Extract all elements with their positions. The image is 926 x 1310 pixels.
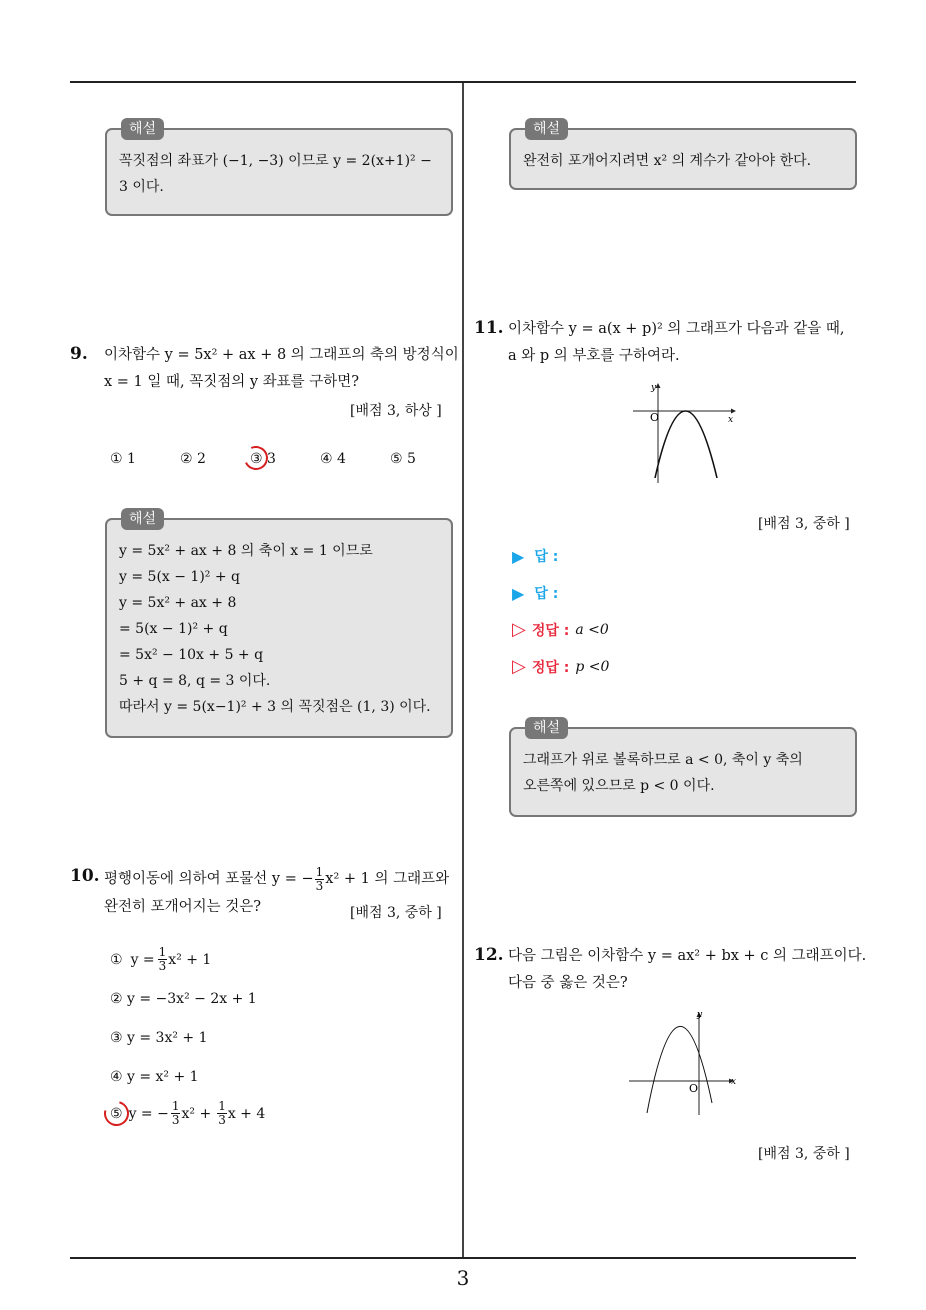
question-number-12: 12.	[474, 945, 504, 965]
choice-mark: ①	[110, 951, 123, 968]
parabola-curve	[655, 411, 717, 478]
y-axis-label: y	[651, 383, 657, 393]
question-line: 완전히 포개어지는 것은?	[104, 899, 262, 915]
score-label-10: [배점 3, 중하 ]	[350, 905, 442, 921]
answer-key-row-2	[512, 656, 609, 677]
fraction	[315, 866, 325, 893]
answer-label: 답 :	[534, 549, 559, 565]
answer-row-1	[512, 546, 648, 566]
solution-line: 오른쪽에 있으므로 p < 0 이다.	[523, 778, 715, 794]
score-label-11: [배점 3, 중하 ]	[758, 516, 850, 532]
y-axis-label: y	[697, 1010, 703, 1020]
solution-box-q10	[509, 121, 857, 190]
choice-3[interactable]: ③ y = 3x² + 1	[110, 1030, 208, 1046]
question-number-11: 11.	[474, 318, 504, 338]
fraction	[158, 946, 168, 973]
choice-2[interactable]: ② y = −3x² − 2x + 1	[110, 991, 257, 1007]
solution-line: 완전히 포개어지려면 x² 의 계수가 같아야 한다.	[523, 153, 812, 169]
choice-eq-mid: x² +	[181, 1105, 212, 1122]
parabola-graph-q12	[625, 1005, 745, 1125]
answer-mark-circle	[241, 443, 272, 474]
choice-eq-pre: y = −	[128, 1105, 169, 1122]
choice-4[interactable]: ④ 4	[320, 451, 346, 467]
question-line: a 와 p 의 부호를 구하여라.	[508, 348, 680, 364]
question-number-10: 10.	[70, 866, 100, 886]
origin-label: O	[689, 1082, 699, 1095]
question-line: 다음 중 옳은 것은?	[508, 975, 628, 991]
fraction-numerator: 1	[171, 1099, 180, 1113]
question-text-12	[508, 943, 866, 997]
solution-line: = 5(x − 1)² + q	[119, 621, 228, 637]
solution-line: 꼭짓점의 좌표가 (−1, −3) 이므로 y = 2(x+1)² −	[119, 153, 432, 169]
solution-box-q9	[105, 511, 453, 738]
answer-key-label: 정답 :	[531, 659, 570, 676]
choice-eq-post: x² + 1	[168, 951, 212, 968]
choice-5[interactable]	[110, 1100, 265, 1127]
question-line-post: x² + 1 의 그래프와	[325, 870, 450, 887]
fraction-numerator: 1	[315, 864, 324, 879]
fraction-numerator: 1	[158, 945, 167, 959]
solution-line: 5 + q = 8, q = 3 이다.	[119, 673, 271, 689]
solution-tag: 해설	[121, 508, 164, 530]
x-axis-label: x	[731, 1077, 737, 1087]
answer-key-arrow-icon: ▷	[512, 619, 526, 640]
choice-2[interactable]: ② 2	[180, 451, 206, 467]
solution-box-q11	[509, 720, 857, 817]
answer-label: 답 :	[534, 586, 559, 602]
fraction	[217, 1100, 227, 1127]
x-axis-arrow	[731, 409, 736, 414]
question-line-pre: 평행이동에 의하여 포물선 y = −	[104, 870, 314, 887]
parabola-curve	[647, 1026, 712, 1113]
choice-mark: ⑤	[110, 1105, 123, 1122]
question-line: x = 1 일 때, 꼭짓점의 y 좌표를 구하면?	[104, 374, 360, 390]
answer-key-label: 정답 :	[531, 622, 570, 639]
solution-line: y = 5x² + ax + 8 의 축이 x = 1 이므로	[119, 543, 373, 559]
x-axis-label: x	[728, 415, 734, 425]
score-label-9: [배점 3, 하상 ]	[350, 403, 442, 419]
choice-eq-post: x + 4	[227, 1105, 266, 1122]
question-line: 다음 그림은 이차함수 y = ax² + bx + c 의 그래프이다.	[508, 948, 867, 964]
choice-1[interactable]: ① 1	[110, 451, 136, 467]
bottom-rule	[70, 1257, 856, 1259]
choice-eq-pre: y =	[130, 951, 155, 968]
fraction-denominator: 3	[158, 959, 167, 973]
question-text-9	[104, 342, 459, 396]
question-line: 이차함수 y = 5x² + ax + 8 의 그래프의 축의 방정식이	[104, 347, 459, 363]
solution-line: y = 5x² + ax + 8	[119, 595, 237, 611]
answer-arrow-icon: ▶	[512, 546, 525, 566]
solution-tag: 해설	[525, 717, 568, 739]
fraction-denominator: 3	[171, 1113, 180, 1127]
answer-arrow-icon: ▶	[512, 583, 525, 603]
y-axis-arrow	[656, 383, 661, 388]
choice-4[interactable]: ④ y = x² + 1	[110, 1069, 199, 1085]
solution-box-q8	[105, 121, 453, 216]
fraction	[171, 1100, 181, 1127]
answer-key-value: p <0	[575, 658, 610, 675]
question-line: 이차함수 y = a(x + p)² 의 그래프가 다음과 같을 때,	[508, 321, 845, 337]
fraction-denominator: 3	[315, 878, 324, 893]
solution-line: = 5x² − 10x + 5 + q	[119, 647, 264, 663]
parabola-graph-q11	[625, 378, 745, 488]
fraction-numerator: 1	[218, 1099, 226, 1113]
page-number: 3	[456, 1266, 470, 1290]
choice-3[interactable]: ③ 3	[250, 451, 276, 467]
solution-tag: 해설	[121, 118, 164, 140]
solution-line: y = 5(x − 1)² + q	[119, 569, 241, 585]
solution-line: 따라서 y = 5(x−1)² + 3 의 꼭짓점은 (1, 3) 이다.	[119, 699, 431, 715]
question-number-9: 9.	[70, 344, 88, 364]
question-text-11	[508, 316, 845, 370]
answer-key-value: a <0	[575, 621, 609, 638]
fraction-denominator: 3	[218, 1113, 226, 1127]
column-divider	[462, 83, 464, 1257]
score-label-12: [배점 3, 중하 ]	[758, 1146, 850, 1162]
solution-line: 그래프가 위로 볼록하므로 a < 0, 축이 y 축의	[523, 752, 803, 768]
solution-tag: 해설	[525, 118, 568, 140]
answer-key-row-1	[512, 619, 609, 640]
answer-key-arrow-icon: ▷	[512, 656, 526, 677]
answer-row-2	[512, 583, 648, 603]
solution-line: 3 이다.	[119, 179, 164, 195]
origin-label: O	[650, 411, 660, 424]
choice-5[interactable]: ⑤ 5	[390, 451, 416, 467]
choice-1[interactable]	[110, 946, 211, 973]
